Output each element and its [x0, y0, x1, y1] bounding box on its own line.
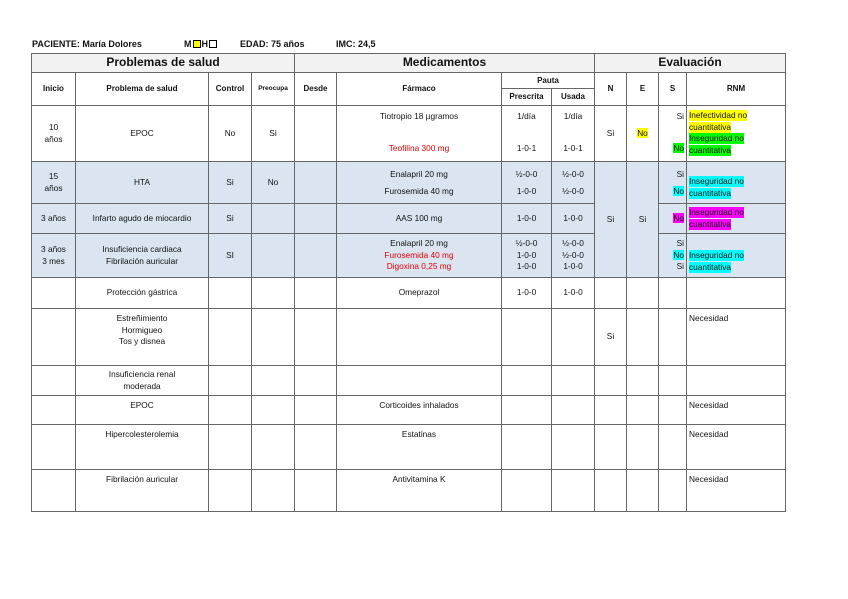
cell-s: Si No	[659, 106, 687, 162]
sex-field	[184, 39, 240, 49]
cell-rnm: Necesidad	[687, 309, 786, 366]
col-desde: Desde	[295, 73, 337, 106]
cell-control: Si	[209, 204, 252, 234]
cell-rnm: Inseguridad no cuantitativa	[687, 162, 786, 204]
cell-farmaco: Enalapril 20 mg Furosemida 40 mg Digoxina 0,25 mg	[337, 234, 502, 278]
cell-farmaco: Antivitamina K	[337, 470, 502, 512]
sex-h-checkbox[interactable]	[209, 40, 217, 48]
cell-inicio: 15 años	[32, 162, 76, 204]
cell-farmaco: AAS 100 mg	[337, 204, 502, 234]
col-farmaco: Fármaco	[337, 73, 502, 106]
col-control: Control	[209, 73, 252, 106]
cell-rnm: Inefectividad no cuantitativa Inseguridad no cuantitativa	[687, 106, 786, 162]
cell-e: No	[627, 106, 659, 162]
cell-n: Si	[595, 309, 627, 366]
table-row	[32, 278, 786, 309]
cell-rnm: Necesidad	[687, 425, 786, 470]
cell-problema: Insuficiencia renal moderada	[76, 366, 209, 396]
cell-n: Si	[595, 106, 627, 162]
cell-usada: 1/día 1-0-1	[552, 106, 595, 162]
table-row	[32, 309, 786, 366]
cell-farmaco	[337, 106, 502, 162]
section-eval: Evaluación	[595, 54, 786, 73]
table-row	[32, 396, 786, 425]
cell-rnm: Inseguridad no cuantitativa	[687, 234, 786, 278]
rnm-inseguridad: Inseguridad no	[689, 133, 744, 143]
cell-s: No	[659, 204, 687, 234]
cell-problema: Insuficiencia cardiaca Fibrilación auricular	[76, 234, 209, 278]
cell-preocupa: No	[252, 162, 295, 204]
cell-s: Si No	[659, 162, 687, 204]
col-rnm: RNM	[687, 73, 786, 106]
cell-n: Si	[595, 162, 627, 278]
cell-inicio: 3 años 3 mes	[32, 234, 76, 278]
sex-m-label: M	[184, 39, 192, 49]
cell-rnm: Inseguridad no cuantitativa	[687, 204, 786, 234]
cell-problema: Hipercolesterolemia	[76, 425, 209, 470]
cell-prescrita: 1-0-0	[502, 204, 552, 234]
cell-preocupa: Si	[252, 106, 295, 162]
cell-inicio: 3 años	[32, 204, 76, 234]
cell-problema: EPOC	[76, 396, 209, 425]
col-prescrita: Prescrita	[502, 89, 552, 106]
table-row	[32, 366, 786, 396]
col-problema: Problema de salud	[76, 73, 209, 106]
imc-field: IMC: 24,5	[336, 39, 376, 49]
section-problems: Problemas de salud	[32, 54, 295, 73]
table-row	[32, 204, 786, 234]
cell-desde	[295, 106, 337, 162]
col-e: E	[627, 73, 659, 106]
col-pauta: Pauta	[502, 73, 595, 89]
col-n: N	[595, 73, 627, 106]
drug-tiotropio: Tiotropio 18 µgramos	[379, 111, 459, 121]
cell-farmaco: Omeprazol	[337, 278, 502, 309]
table-row	[32, 425, 786, 470]
cell-desde	[295, 162, 337, 204]
cell-problema: Estreñimiento Hormigueo Tos y disnea	[76, 309, 209, 366]
cell-s: Si No Si	[659, 234, 687, 278]
col-preocupa: Preocupa	[252, 73, 295, 106]
table-row	[32, 106, 786, 162]
column-header-row-1	[32, 73, 786, 89]
cell-usada: ½-0-0 ½-0-0	[552, 162, 595, 204]
col-s: S	[659, 73, 687, 106]
cell-inicio: 10 años	[32, 106, 76, 162]
cell-farmaco: Enalapril 20 mg Furosemida 40 mg	[337, 162, 502, 204]
col-usada: Usada	[552, 89, 595, 106]
patient-name: PACIENTE: María Dolores	[32, 39, 142, 49]
cell-prescrita: 1-0-0	[502, 278, 552, 309]
table-row	[32, 162, 786, 204]
cell-usada: 1-0-0	[552, 204, 595, 234]
cell-control: Si	[209, 162, 252, 204]
cell-problema: Fibrilación auricular	[76, 470, 209, 512]
cell-control: SI	[209, 234, 252, 278]
cell-desde	[295, 204, 337, 234]
cell-prescrita: ½-0-0 1-0-0 1-0-0	[502, 234, 552, 278]
cell-rnm: Necesidad	[687, 470, 786, 512]
cell-prescrita: ½-0-0 1-0-0	[502, 162, 552, 204]
cell-control: No	[209, 106, 252, 162]
cell-desde	[295, 234, 337, 278]
drug-teofilina: Teofilina 300 mg	[388, 143, 450, 153]
section-header-row	[32, 54, 786, 73]
cell-farmaco: Corticoides inhalados	[337, 396, 502, 425]
cell-rnm: Necesidad	[687, 396, 786, 425]
cell-problema: EPOC	[76, 106, 209, 162]
cell-prescrita: 1/día 1-0-1	[502, 106, 552, 162]
patient-header	[32, 39, 376, 49]
table-row	[32, 234, 786, 278]
age-field: EDAD: 75 años	[240, 39, 305, 49]
col-inicio: Inicio	[32, 73, 76, 106]
pharmacotherapy-table	[31, 53, 786, 512]
cell-problema: Infarto agudo de miocardio	[76, 204, 209, 234]
table-row	[32, 470, 786, 512]
cell-usada: ½-0-0 ½-0-0 1-0-0	[552, 234, 595, 278]
sex-m-checkbox[interactable]	[193, 40, 201, 48]
cell-usada: 1-0-0	[552, 278, 595, 309]
cell-problema: HTA	[76, 162, 209, 204]
section-meds: Medicamentos	[295, 54, 595, 73]
cell-problema: Protección gástrica	[76, 278, 209, 309]
cell-e: Si	[627, 162, 659, 278]
rnm-inefectividad: Inefectividad no	[689, 110, 748, 120]
sex-h-label: H	[201, 39, 208, 49]
cell-preocupa	[252, 234, 295, 278]
cell-preocupa	[252, 204, 295, 234]
cell-farmaco: Estatinas	[337, 425, 502, 470]
